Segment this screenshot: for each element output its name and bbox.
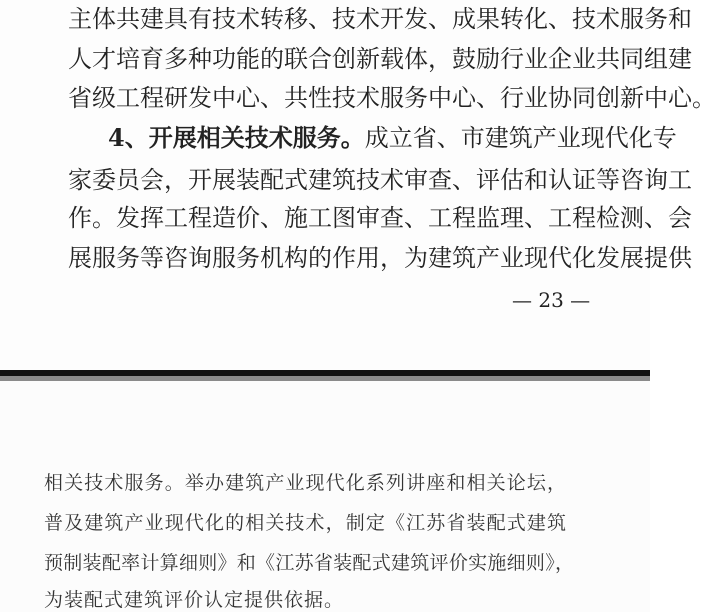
text-line: 为装配式建筑评价认定提供依据。 [44,589,345,611]
text-line: 相关技术服务。举办建筑产业现代化系列讲座和相关论坛， [44,472,566,494]
heading-body-text: 成立省、市建筑产业现代化专 [364,124,677,152]
section-heading-line [108,122,677,154]
text-line: 作。发挥工程造价、施工图审查、工程监理、工程检测、会 [68,204,692,232]
text-line: 展服务等咨询服务机构的作用，为建筑产业现代化发展提供 [68,244,692,272]
section-heading: 4、开展相关技术服务。 [108,123,365,152]
text-line: 主体共建具有技术转移、技术开发、成果转化、技术服务和 [68,5,692,33]
text-line: 家委员会，开展装配式建筑技术审查、评估和认证等咨询工 [68,166,692,194]
page-number: — 23 — [512,288,591,312]
text-line: 人才培育多种功能的联合创新载体，鼓励行业企业共同组建 [68,45,692,73]
page-bottom [0,381,650,612]
text-line: 普及建筑产业现代化的相关技术，制定《江苏省装配式建筑 [44,512,566,534]
text-line: 省级工程研发中心、共性技术服务中心、行业协同创新中心。 [68,84,716,112]
text-line: 预制装配率计算细则》和《江苏省装配式建筑评价实施细则》， [44,552,574,574]
